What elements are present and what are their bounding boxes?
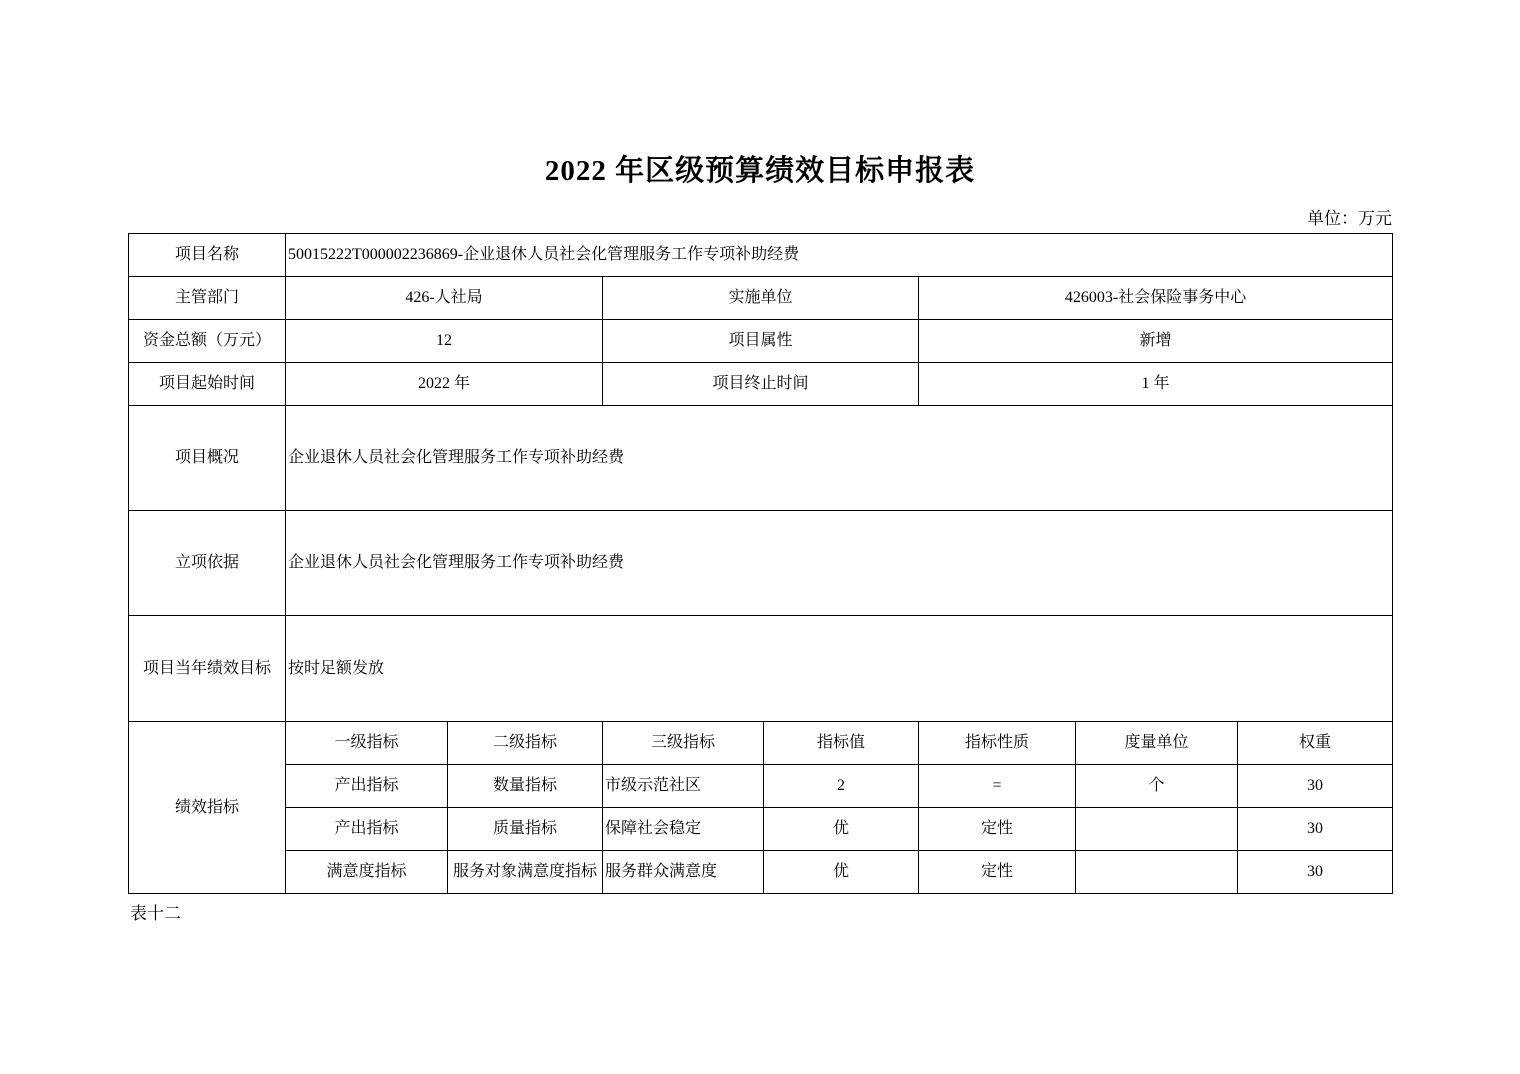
indicator-level2: 数量指标 — [448, 765, 603, 808]
end-time-value: 1 年 — [919, 363, 1393, 406]
indicator-level3: 市级示范社区 — [603, 765, 764, 808]
indicator-header-row — [129, 722, 1393, 765]
impl-unit-value: 426003-社会保险事务中心 — [919, 277, 1393, 320]
indicator-header-nature: 指标性质 — [919, 722, 1076, 765]
indicator-row-1 — [129, 765, 1393, 808]
table-row-fund — [129, 320, 1393, 363]
indicator-header-level1: 一级指标 — [286, 722, 448, 765]
basis-label: 立项依据 — [129, 511, 286, 616]
indicator-weight: 30 — [1238, 765, 1393, 808]
indicator-header-level2: 二级指标 — [448, 722, 603, 765]
dept-label: 主管部门 — [129, 277, 286, 320]
indicator-header-value: 指标值 — [764, 722, 919, 765]
indicator-level2: 服务对象满意度指标 — [448, 851, 603, 894]
indicator-header-level3: 三级指标 — [603, 722, 764, 765]
footer-note: 表十二 — [130, 904, 181, 923]
annual-goal-label: 项目当年绩效目标 — [129, 616, 286, 722]
table-row-annual-goal — [129, 616, 1393, 722]
indicator-level3: 服务群众满意度 — [603, 851, 764, 894]
indicator-row-2 — [129, 808, 1393, 851]
indicator-header-unit: 度量单位 — [1076, 722, 1238, 765]
indicator-header-weight: 权重 — [1238, 722, 1393, 765]
indicator-level1: 满意度指标 — [286, 851, 448, 894]
fund-total-value: 12 — [286, 320, 603, 363]
annual-goal-value: 按时足额发放 — [286, 616, 1393, 722]
overview-label: 项目概况 — [129, 406, 286, 511]
indicator-value: 优 — [764, 851, 919, 894]
start-time-value: 2022 年 — [286, 363, 603, 406]
budget-performance-table — [128, 233, 1393, 894]
indicator-nature: 定性 — [919, 808, 1076, 851]
indicator-unit: 个 — [1076, 765, 1238, 808]
overview-value: 企业退休人员社会化管理服务工作专项补助经费 — [286, 406, 1393, 511]
indicator-level1: 产出指标 — [286, 765, 448, 808]
project-attr-label: 项目属性 — [603, 320, 919, 363]
impl-unit-label: 实施单位 — [603, 277, 919, 320]
basis-value: 企业退休人员社会化管理服务工作专项补助经费 — [286, 511, 1393, 616]
project-name-label: 项目名称 — [129, 234, 286, 277]
project-attr-value: 新增 — [919, 320, 1393, 363]
end-time-label: 项目终止时间 — [603, 363, 919, 406]
indicator-unit — [1076, 808, 1238, 851]
indicator-value: 优 — [764, 808, 919, 851]
indicator-row-3 — [129, 851, 1393, 894]
indicator-level2: 质量指标 — [448, 808, 603, 851]
fund-total-label: 资金总额（万元） — [129, 320, 286, 363]
table-row-time — [129, 363, 1393, 406]
table-row-department — [129, 277, 1393, 320]
project-name-value: 50015222T000002236869-企业退休人员社会化管理服务工作专项补助经费 — [286, 234, 1393, 277]
indicator-level3: 保障社会稳定 — [603, 808, 764, 851]
indicator-weight: 30 — [1238, 851, 1393, 894]
page-title: 2022 年区级预算绩效目标申报表 — [544, 155, 976, 187]
indicator-nature: = — [919, 765, 1076, 808]
table-row-basis — [129, 511, 1393, 616]
indicator-section-label: 绩效指标 — [129, 722, 286, 894]
indicator-nature: 定性 — [919, 851, 1076, 894]
unit-note: 单位：万元 — [1307, 209, 1392, 228]
indicator-value: 2 — [764, 765, 919, 808]
indicator-weight: 30 — [1238, 808, 1393, 851]
table-row-overview — [129, 406, 1393, 511]
start-time-label: 项目起始时间 — [129, 363, 286, 406]
table-row-project-name — [129, 234, 1393, 277]
dept-value: 426-人社局 — [286, 277, 603, 320]
indicator-unit — [1076, 851, 1238, 894]
indicator-level1: 产出指标 — [286, 808, 448, 851]
